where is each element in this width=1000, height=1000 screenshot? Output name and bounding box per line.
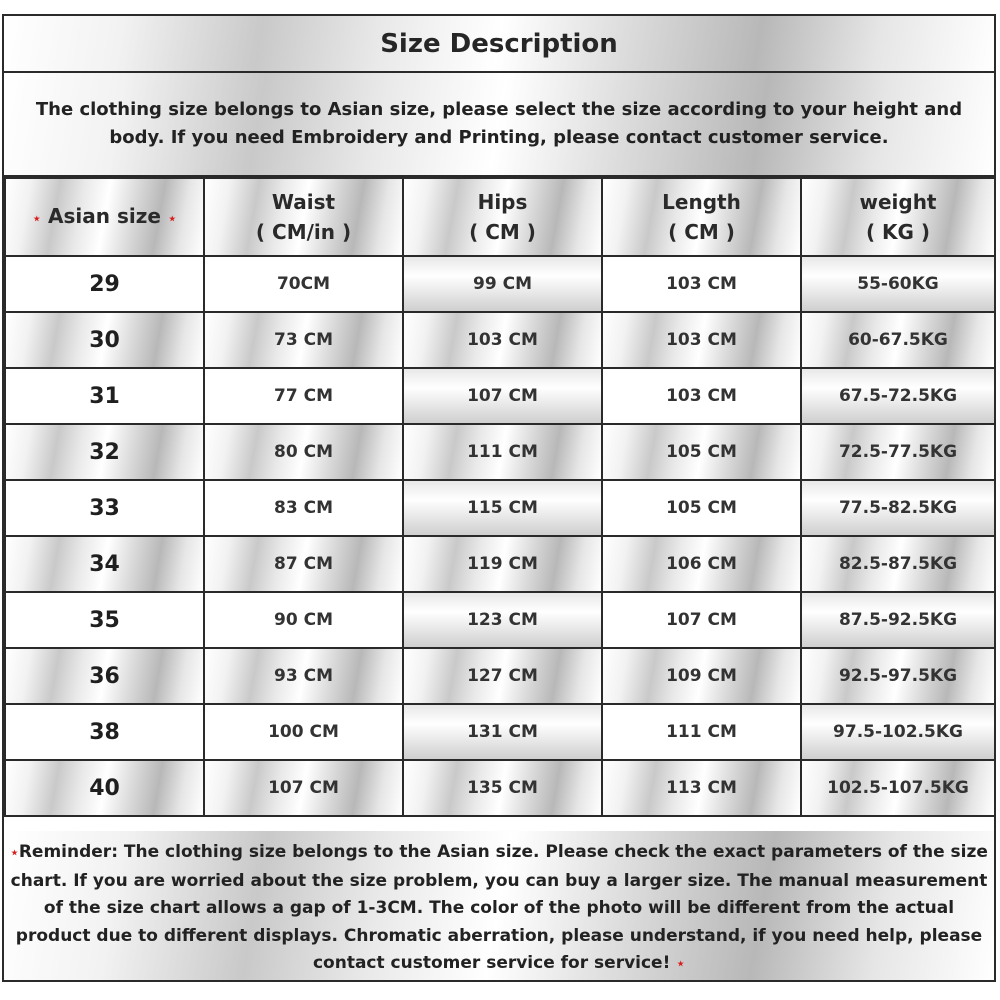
table-row bbox=[5, 704, 995, 760]
waist-cell: 70CM bbox=[204, 256, 403, 312]
waist-cell: 77 CM bbox=[204, 368, 403, 424]
header-size-label: Asian size bbox=[48, 203, 161, 228]
hips-cell: 103 CM bbox=[403, 312, 602, 368]
size-cell: 33 bbox=[5, 480, 204, 536]
header-hips-label: Hips bbox=[477, 190, 528, 214]
weight-cell: 77.5-82.5KG bbox=[801, 480, 995, 536]
length-cell: 111 CM bbox=[602, 704, 801, 760]
size-chart-frame bbox=[2, 14, 996, 982]
length-cell: 103 CM bbox=[602, 312, 801, 368]
reminder-text: Reminder: The clothing size belongs to the Asian size. Please check the exact parameters of the size chart. If you are worried about the size problem, you can buy a larger size. The manual measurement of the size chart allows a gap of 1-3CM. The color of the photo will be different from the actual product due to different displays. Chromatic aberration, please understand, if you need help, please contact customer service for service! bbox=[10, 842, 988, 973]
hips-cell: 115 CM bbox=[403, 480, 602, 536]
table-row bbox=[5, 480, 995, 536]
length-cell: 106 CM bbox=[602, 536, 801, 592]
hips-cell: 111 CM bbox=[403, 424, 602, 480]
star-icon: ⋆ bbox=[167, 210, 177, 227]
weight-cell: 92.5-97.5KG bbox=[801, 648, 995, 704]
waist-cell: 107 CM bbox=[204, 760, 403, 816]
table-row bbox=[5, 536, 995, 592]
table-row bbox=[5, 368, 995, 424]
length-cell: 103 CM bbox=[602, 256, 801, 312]
hips-cell: 123 CM bbox=[403, 592, 602, 648]
size-table-body bbox=[5, 256, 995, 816]
hips-cell: 127 CM bbox=[403, 648, 602, 704]
table-header-row bbox=[5, 178, 995, 256]
length-cell: 107 CM bbox=[602, 592, 801, 648]
length-cell: 103 CM bbox=[602, 368, 801, 424]
table-row bbox=[5, 592, 995, 648]
waist-cell: 93 CM bbox=[204, 648, 403, 704]
table-row bbox=[5, 760, 995, 816]
size-cell: 31 bbox=[5, 368, 204, 424]
weight-cell: 72.5-77.5KG bbox=[801, 424, 995, 480]
hips-cell: 135 CM bbox=[403, 760, 602, 816]
length-cell: 105 CM bbox=[602, 480, 801, 536]
header-length-unit: ( CM ) bbox=[668, 220, 735, 244]
size-cell: 35 bbox=[5, 592, 204, 648]
intro-text: The clothing size belongs to Asian size, please select the size according to your height and body. If you need Embroidery and Printing, please contact customer service. bbox=[35, 99, 963, 148]
header-asian-size bbox=[5, 178, 204, 256]
waist-cell: 100 CM bbox=[204, 704, 403, 760]
hips-cell: 119 CM bbox=[403, 536, 602, 592]
header-hips-unit: ( CM ) bbox=[469, 220, 536, 244]
size-cell: 30 bbox=[5, 312, 204, 368]
header-weight-label: weight bbox=[859, 190, 937, 214]
size-cell: 34 bbox=[5, 536, 204, 592]
waist-cell: 83 CM bbox=[204, 480, 403, 536]
header-waist-label: Waist bbox=[271, 190, 336, 214]
header-waist bbox=[204, 178, 403, 256]
length-cell: 109 CM bbox=[602, 648, 801, 704]
table-row bbox=[5, 424, 995, 480]
waist-cell: 90 CM bbox=[204, 592, 403, 648]
page-title: Size Description bbox=[380, 28, 618, 59]
star-icon: ⋆ bbox=[10, 845, 19, 861]
header-waist-unit: ( CM/in ) bbox=[255, 220, 352, 244]
table-row bbox=[5, 256, 995, 312]
header-weight-unit: ( KG ) bbox=[865, 220, 931, 244]
length-cell: 105 CM bbox=[602, 424, 801, 480]
length-cell: 113 CM bbox=[602, 760, 801, 816]
header-length-label: Length bbox=[662, 190, 741, 214]
hips-cell: 131 CM bbox=[403, 704, 602, 760]
table-row bbox=[5, 312, 995, 368]
hips-cell: 107 CM bbox=[403, 368, 602, 424]
header-length bbox=[602, 178, 801, 256]
reminder-note bbox=[4, 831, 994, 980]
size-table bbox=[4, 177, 996, 817]
weight-cell: 102.5-107.5KG bbox=[801, 760, 995, 816]
size-cell: 38 bbox=[5, 704, 204, 760]
weight-cell: 82.5-87.5KG bbox=[801, 536, 995, 592]
header-weight bbox=[801, 178, 995, 256]
size-cell: 29 bbox=[5, 256, 204, 312]
waist-cell: 80 CM bbox=[204, 424, 403, 480]
weight-cell: 67.5-72.5KG bbox=[801, 368, 995, 424]
star-icon: ⋆ bbox=[32, 210, 42, 227]
weight-cell: 60-67.5KG bbox=[801, 312, 995, 368]
weight-cell: 55-60KG bbox=[801, 256, 995, 312]
star-icon: ⋆ bbox=[676, 956, 686, 972]
size-cell: 40 bbox=[5, 760, 204, 816]
waist-cell: 73 CM bbox=[204, 312, 403, 368]
intro-note bbox=[4, 73, 994, 177]
weight-cell: 97.5-102.5KG bbox=[801, 704, 995, 760]
title-bar bbox=[4, 16, 994, 73]
waist-cell: 87 CM bbox=[204, 536, 403, 592]
table-row bbox=[5, 648, 995, 704]
hips-cell: 99 CM bbox=[403, 256, 602, 312]
weight-cell: 87.5-92.5KG bbox=[801, 592, 995, 648]
size-cell: 32 bbox=[5, 424, 204, 480]
header-hips bbox=[403, 178, 602, 256]
size-cell: 36 bbox=[5, 648, 204, 704]
